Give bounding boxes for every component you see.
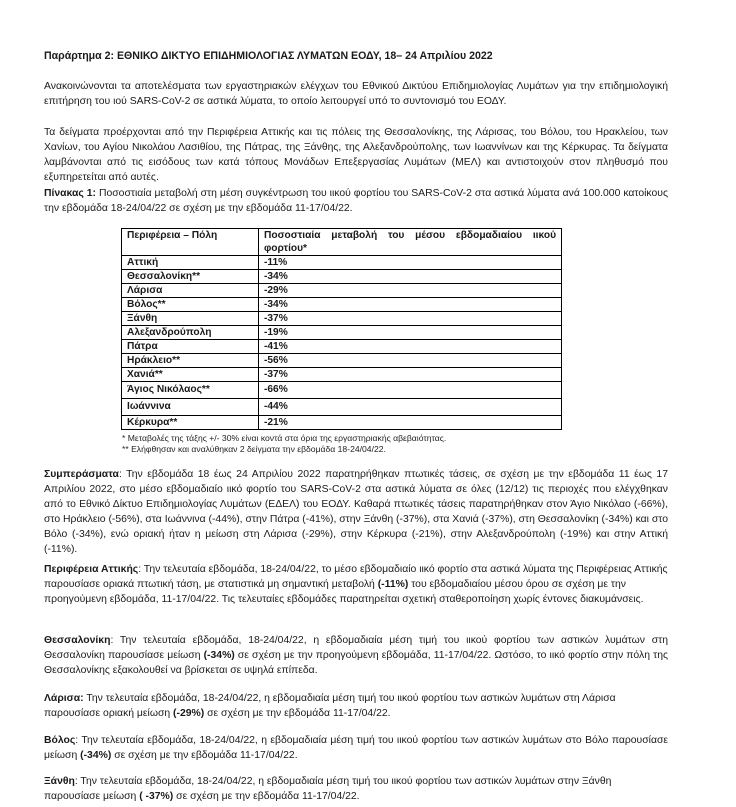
thessaloniki-label: Θεσσαλονίκη — [44, 635, 111, 646]
table-row — [122, 298, 562, 312]
volos-text-post: σε σχέση με την εβδομάδα 11-17/04/22. — [111, 750, 298, 761]
cell-city: Άγιος Νικόλαος** — [122, 382, 259, 399]
header-percent-change: Ποσοστιαία μεταβολή του μέσου εβδομαδιαίου ιικού φορτίου* — [259, 229, 562, 256]
cell-change: -44% — [259, 399, 562, 416]
table-row — [122, 416, 562, 430]
attica-paragraph — [44, 562, 668, 607]
attica-change-value: (-11%) — [377, 579, 409, 590]
table-row — [122, 399, 562, 416]
attica-label: Περιφέρεια Αττικής — [44, 564, 139, 575]
wastewater-table-container — [121, 228, 562, 430]
cell-change: -19% — [259, 326, 562, 340]
cell-change: -21% — [259, 416, 562, 430]
volos-label: Βόλος — [44, 735, 76, 746]
xanthi-paragraph — [44, 774, 668, 804]
footnote-two-samples: ** Ελήφθησαν και αναλύθηκαν 2 δείγματα την εβδομάδα 18-24/04/22. — [122, 444, 386, 454]
cell-change: -29% — [259, 284, 562, 298]
volos-text-pre: : Την τελευταία εβδομάδα, 18-24/04/22, η εβδομαδιαία μέση τιμή του ιικού φορτίου των αστικών λυμάτων στο Βόλο παρουσίασε μείωση — [44, 735, 668, 761]
xanthi-text-pre: : Την τελευταία εβδομάδα, 18-24/04/22, η εβδομαδιαία μέση τιμή του ιικού φορτίου των αστικών λυμάτων στην Ξάνθη παρουσίασε μείωση — [44, 776, 612, 802]
document-title: Παράρτημα 2: ΕΘΝΙΚΟ ΔΙΚΤΥΟ ΕΠΙΔΗΜΙΟΛΟΓΙΑΣ ΛΥΜΑΤΩΝ ΕΟΔΥ, 18– 24 Απριλίου 2022 — [44, 50, 493, 62]
table-row — [122, 312, 562, 326]
wastewater-change-table — [121, 228, 562, 430]
table-row — [122, 284, 562, 298]
footnote-uncertainty: * Μεταβολές της τάξης +/- 30% είναι κοντά στα όρια της εργαστηριακής αβεβαιότητας. — [122, 433, 447, 443]
table-row — [122, 270, 562, 284]
thessaloniki-text-pre: : Την τελευταία εβδομάδα, 18-24/04/22, η εβδομαδιαία μέση τιμή του ιικού φορτίου των αστικών λυμάτων στη Θεσσαλονίκη παρουσίασε μείωση — [44, 635, 668, 661]
conclusions-label: Συμπεράσματα — [44, 469, 119, 480]
cell-change: -66% — [259, 382, 562, 399]
volos-paragraph — [44, 733, 668, 763]
cell-city: Αλεξανδρούπολη — [122, 326, 259, 340]
table-row — [122, 368, 562, 382]
cell-city: Αττική — [122, 256, 259, 270]
thessaloniki-paragraph — [44, 633, 668, 678]
attica-text-pre: : Την τελευταία εβδομάδα, 18-24/04/22, το μέσο εβδομαδιαίο ιικό φορτίο στα αστικά λύματα της Περιφέρειας Αττικής παρουσίασε οριακά πτωτική τάση, με στατιστικά μη σημαντική μεταβολή — [44, 564, 668, 590]
larisa-text-post: σε σχέση με την εβδομάδα 11-17/04/22. — [204, 708, 391, 719]
table-header-row — [122, 229, 562, 256]
cell-city: Χανιά** — [122, 368, 259, 382]
table-row — [122, 340, 562, 354]
cell-change: -34% — [259, 298, 562, 312]
cell-city: Θεσσαλονίκη** — [122, 270, 259, 284]
cell-city: Κέρκυρα** — [122, 416, 259, 430]
samples-paragraph: Τα δείγματα προέρχονται από την Περιφέρεια Αττικής και τις πόλεις της Θεσσαλονίκης, της Λάρισας, του Βόλου, του Ηρακλείου, των Χανίων, του Αγίου Νικολάου Λασιθίου, της Πάτρας, της Ξάνθης, της Αλεξανδρούπολης, των Ιωαννίνων και της Κέρκυρας. Τα δείγματα λαμβάνονται από τις εισόδους των κατά τόπους Μονάδων Επεξεργασίας Λυμάτων (ΜΕΛ) και αντιστοιχούν στον πληθυσμό που εξυπηρετείται από αυτές. — [44, 127, 668, 183]
thessaloniki-change-value: (-34%) — [203, 650, 235, 661]
table-row — [122, 382, 562, 399]
attica-text-post: του εβδομαδιαίου μέσου όρου σε σχέση με την προηγούμενη εβδομάδα, 11-17/04/22. Τις τελευταίες εβδομάδες παρατηρείται σχετική σταθεροποίηση χωρίς έντονες διακυμάνσεις. — [44, 579, 644, 605]
table-row — [122, 354, 562, 368]
thessaloniki-text-post: σε σχέση με την προηγούμενη εβδομάδα, 11-17/04/22. Ωστόσο, το ιικό φορτίο στην πόλη της Θεσσαλονίκης εξακολουθεί να βρίσκεται σε υψηλά επίπεδα. — [44, 650, 668, 676]
cell-change: -34% — [259, 270, 562, 284]
larisa-paragraph — [44, 691, 668, 721]
cell-change: -37% — [259, 312, 562, 326]
cell-city: Ξάνθη — [122, 312, 259, 326]
cell-city: Λάρισα — [122, 284, 259, 298]
conclusions-text: : Την εβδομάδα 18 έως 24 Απριλίου 2022 παρατηρήθηκαν πτωτικές τάσεις, σε σχέση με την εβδομάδα 11 έως 17 Απριλίου 2022, στο μέσο εβδομαδιαίο ιικό φορτίο του SARS-CoV-2 στα αστικά λύματα σε όλες (12/12) τις περιοχές που ελέγχθηκαν από το Εθνικό Δίκτυο Επιδημιολογίας Λυμάτων (ΕΔΕΛ) του ΕΟΔΥ. Καθαρά πτωτικές τάσεις παρατηρήθηκαν στον Άγιο Νικόλαο (-66%), στο Ηράκλειο (-56%), στα Ιωάννινα (-44%), στην Πάτρα (-41%), στην Ξάνθη (-37%), στα Χανιά (-37%), στη Θεσσαλονίκη (-34%) και στο Βόλο (-34%), ενώ οριακή ήταν η μείωση στη Λάρισα (-29%), στην Κέρκυρα (-21%), στην Αλεξανδρούπολη (-19%) και στην Αττική (-11%). — [44, 469, 668, 555]
table-row — [122, 256, 562, 270]
cell-change: -41% — [259, 340, 562, 354]
volos-change-value: (-34%) — [80, 750, 112, 761]
header-region-city: Περιφέρεια – Πόλη — [122, 229, 259, 256]
larisa-text-pre: Την τελευταία εβδομάδα, 18-24/04/22, η εβδομαδιαία μέση τιμή του ιικού φορτίου των αστικών λυμάτων στη Λάρισα παρουσίασε οριακή μείωση — [44, 693, 616, 719]
conclusions-paragraph — [44, 467, 668, 557]
xanthi-label: Ξάνθη — [44, 776, 75, 787]
xanthi-text-post: σε σχέση με την εβδομάδα 11-17/04/22. — [173, 791, 360, 802]
larisa-label: Λάρισα: — [44, 693, 84, 704]
table-caption-label: Πίνακας 1: — [44, 188, 96, 199]
table-caption — [44, 186, 668, 216]
xanthi-change-value: ( -37%) — [139, 791, 174, 802]
table-row — [122, 326, 562, 340]
cell-city: Βόλος** — [122, 298, 259, 312]
cell-city: Ηράκλειο** — [122, 354, 259, 368]
larisa-change-value: (-29%) — [173, 708, 205, 719]
cell-city: Ιωάννινα — [122, 399, 259, 416]
table-caption-text: Ποσοστιαία μεταβολή στη μέση συγκέντρωση του ιικού φορτίου του SARS-CoV-2 στα αστικά λύματα ανά 100.000 κατοίκους την εβδομάδα 18-24/04/22 σε σχέση με την εβδομάδα 11-17/04/22. — [44, 188, 668, 214]
cell-change: -56% — [259, 354, 562, 368]
cell-change: -11% — [259, 256, 562, 270]
cell-change: -37% — [259, 368, 562, 382]
cell-city: Πάτρα — [122, 340, 259, 354]
table-footnotes — [122, 433, 446, 455]
intro-paragraph: Ανακοινώνονται τα αποτελέσματα των εργαστηριακών ελέγχων του Εθνικού Δικτύου Επιδημιολογίας Λυμάτων για την επιδημιολογική επιτήρηση του ιού SARS-CoV-2 σε αστικά λύματα, το οποίο λειτουργεί υπό το συντονισμό του ΕΟΔΥ. — [44, 81, 668, 107]
